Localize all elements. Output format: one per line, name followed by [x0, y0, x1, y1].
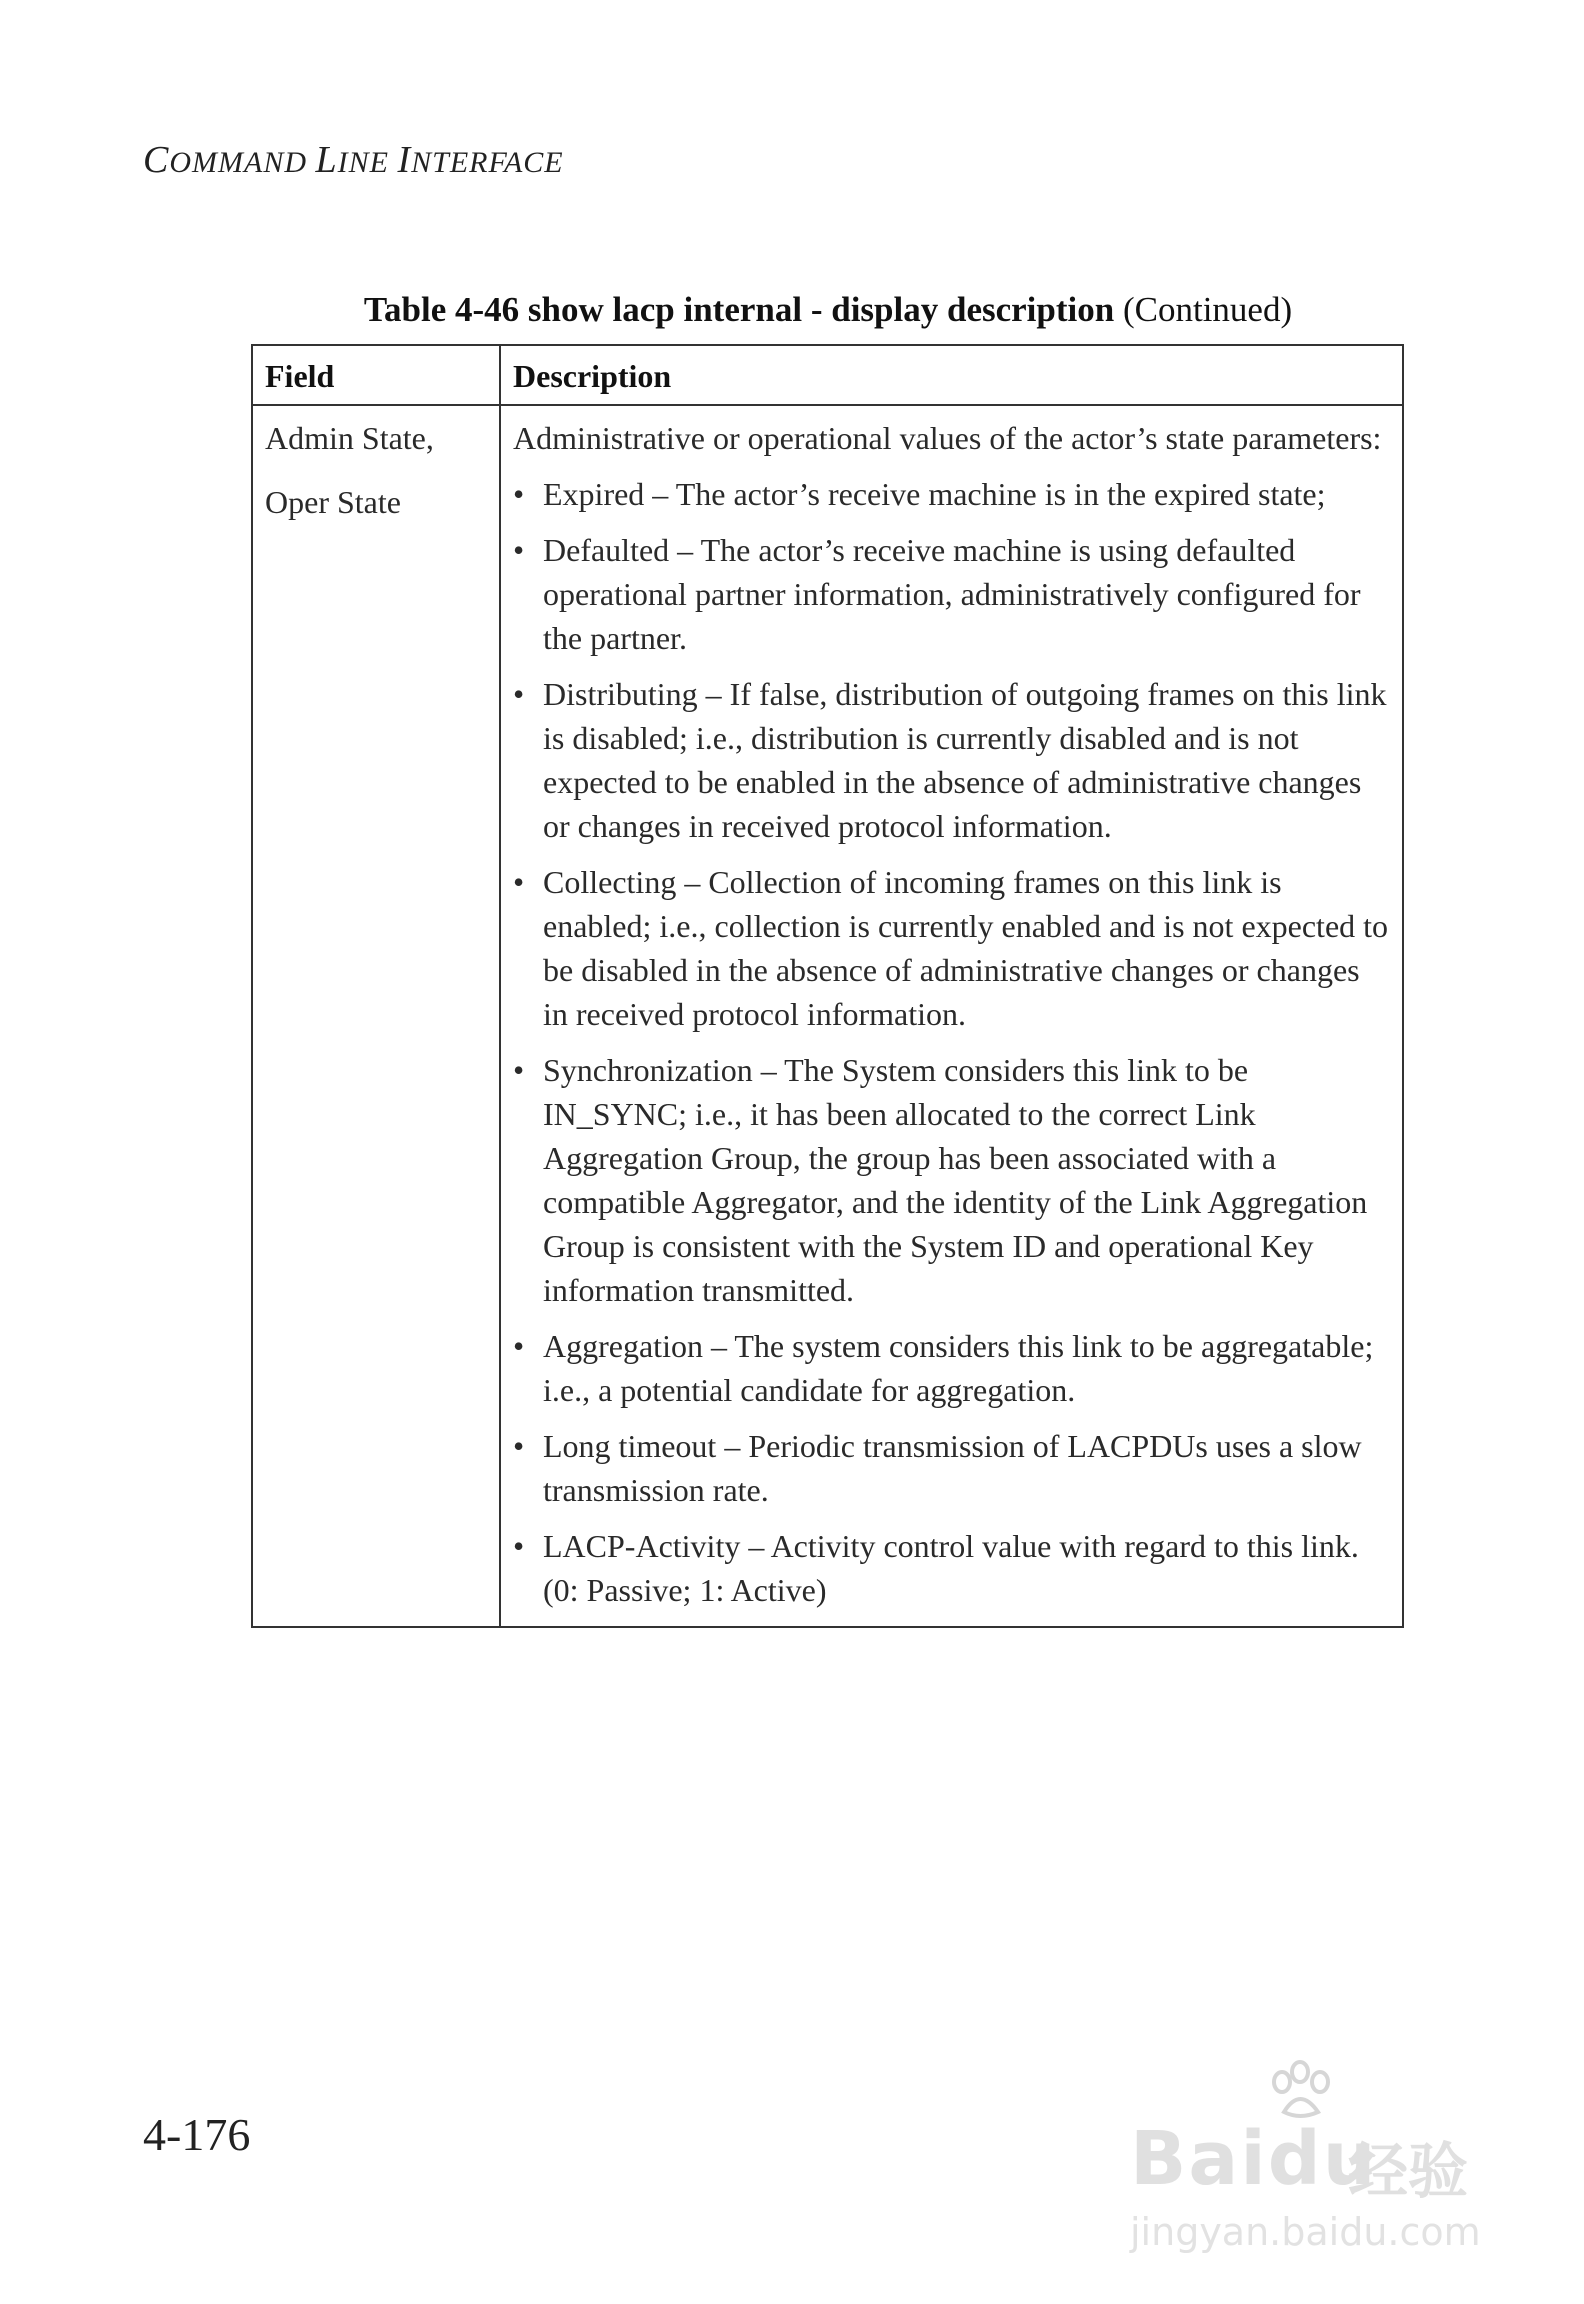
list-item-text: Defaulted – The actor’s receive machine is using defaulted operational partner information, administratively configured for the partner.	[543, 532, 1361, 656]
bullet-icon: •	[513, 676, 525, 712]
table-header-row	[252, 345, 1403, 405]
state-list	[513, 472, 1392, 1612]
list-item	[513, 1524, 1392, 1612]
list-item-text: Long timeout – Periodic transmission of LACPDUs uses a slow transmission rate.	[543, 1428, 1362, 1508]
field-cell	[252, 405, 500, 1627]
list-item	[513, 1324, 1392, 1412]
field-admin-state: Admin State,	[265, 420, 434, 456]
paw-icon	[1262, 2060, 1342, 2120]
bullet-icon: •	[513, 1428, 525, 1464]
header-cap-c: C	[143, 139, 170, 181]
list-item	[513, 1424, 1392, 1512]
bullet-icon: •	[513, 476, 525, 512]
list-item-text: Aggregation – The system considers this link to be aggregatable; i.e., a potential candidate for aggregation.	[543, 1328, 1374, 1408]
list-item	[513, 528, 1392, 660]
description-cell	[500, 405, 1403, 1627]
page-number: 4-176	[143, 2109, 251, 2160]
description-intro: Administrative or operational values of the actor’s state parameters:	[513, 420, 1382, 456]
watermark-brand-bai: Bai	[1130, 2116, 1268, 2202]
watermark-brand-du: du	[1267, 2116, 1378, 2202]
list-item	[513, 860, 1392, 1036]
bullet-icon: •	[513, 1528, 525, 1564]
baidu-watermark	[1112, 2060, 1492, 2260]
list-item-text: Distributing – If false, distribution of outgoing frames on this link is disabled; i.e., distribution is currently disabled and is not expected to be enabled in the absence of administrative changes or changes in received protocol information.	[543, 676, 1387, 844]
watermark-brand	[1130, 2116, 1377, 2202]
list-item-text: Expired – The actor’s receive machine is in the expired state;	[543, 476, 1326, 512]
list-item-text: LACP-Activity – Activity control value with regard to this link. (0: Passive; 1: Active)	[543, 1528, 1359, 1608]
running-header	[143, 138, 564, 182]
list-item	[513, 1048, 1392, 1312]
header-cap-i: I	[397, 139, 412, 181]
table-caption	[252, 290, 1404, 330]
header-rest-interface: NTERFACE	[411, 146, 564, 179]
list-item-text: Synchronization – The System considers this link to be IN_SYNC; i.e., it has been allocated to the correct Link Aggregation Group, the group has been associated with a compatible Aggregator, and the identity of the Link Aggregation Group is consistent with the System ID and operational Key information transmitted.	[543, 1052, 1368, 1308]
watermark-url: jingyan.baidu.com	[1130, 2210, 1481, 2254]
bullet-icon: •	[513, 532, 525, 568]
watermark-brand-cn: 经验	[1348, 2137, 1468, 2207]
table-row	[252, 405, 1403, 1627]
list-item-text: Collecting – Collection of incoming frames on this link is enabled; i.e., collection is currently enabled and is not expected to be disabled in the absence of administrative changes or changes in received protocol information.	[543, 864, 1389, 1032]
header-description: Description	[500, 345, 1403, 405]
bullet-icon: •	[513, 864, 525, 900]
header-field: Field	[252, 345, 500, 405]
bullet-icon: •	[513, 1052, 525, 1088]
caption-suffix: (Continued)	[1114, 290, 1293, 329]
caption-label: Table 4-46 show lacp internal - display description	[363, 290, 1115, 329]
bullet-icon: •	[513, 1328, 525, 1364]
list-item	[513, 472, 1392, 516]
header-cap-l: L	[315, 139, 338, 181]
list-item	[513, 672, 1392, 848]
header-rest-command: OMMAND	[169, 146, 316, 179]
header-rest-line: INE	[337, 146, 398, 179]
description-table	[251, 344, 1404, 1628]
field-oper-state: Oper State	[265, 484, 401, 520]
